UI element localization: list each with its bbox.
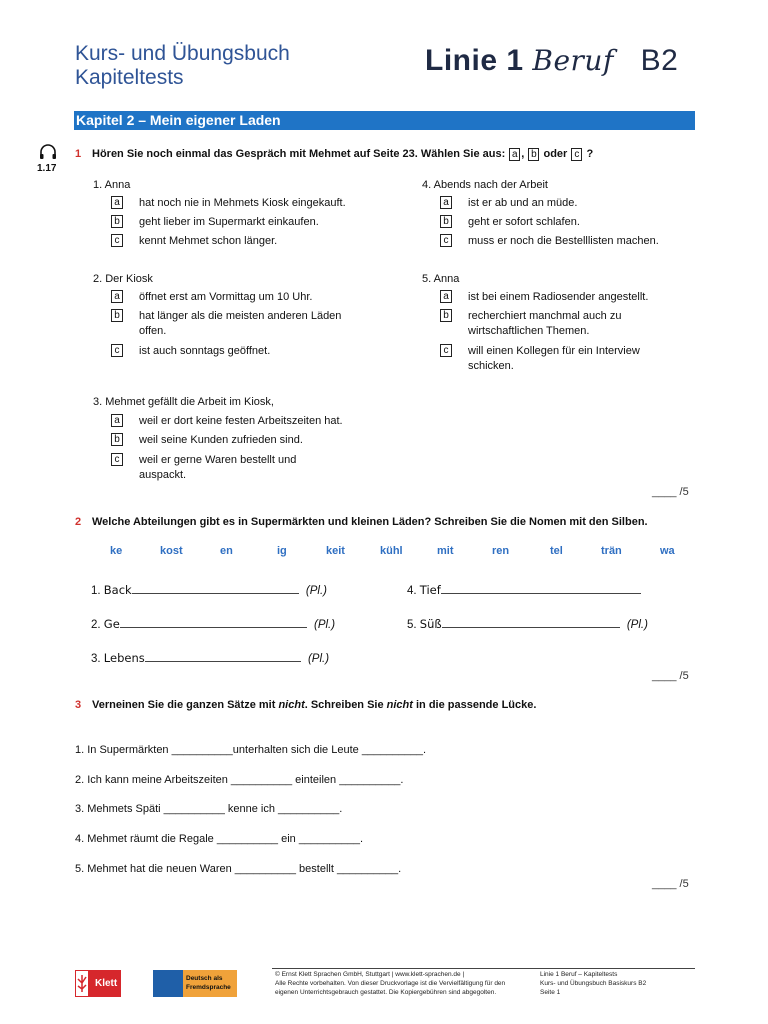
- q1-instruction: [92, 148, 593, 161]
- q3-text: in die passende Lücke.: [412, 699, 537, 711]
- plural-hint: (Pl.): [305, 585, 328, 597]
- q3-text-nicht: nicht: [278, 699, 305, 711]
- option-text: hat noch nie in Mehmets Kiosk eingekauft.: [139, 197, 346, 209]
- q3-sentence[interactable]: 3. Mehmets Späti __________ kenne ich __________.: [75, 803, 343, 815]
- option-text: öffnet erst am Vormittag um 10 Uhr.: [139, 291, 313, 303]
- option-text: weil er dort keine festen Arbeitszeiten hat.: [139, 415, 343, 427]
- option-text-cont: offen.: [139, 325, 167, 337]
- q1-opt-b: b: [528, 148, 539, 161]
- page-reference: [540, 970, 690, 997]
- reference-line: Linie 1 Beruf – Kapiteltests: [540, 971, 618, 978]
- item-number: 2.: [91, 619, 101, 631]
- page-number: Seite 1: [540, 989, 561, 996]
- q1-item-label: 2. Der Kiosk: [93, 273, 153, 285]
- daf-line1: Deutsch als: [186, 975, 223, 982]
- q2-item-2[interactable]: [91, 617, 335, 631]
- checkbox[interactable]: c: [440, 344, 452, 357]
- syllable: wa: [660, 545, 675, 557]
- daf-logo: [153, 970, 237, 997]
- footer-divider: [272, 968, 695, 969]
- header-title-line2: Kapiteltests: [75, 66, 184, 89]
- q1-item-label: 3. Mehmet gefällt die Arbeit im Kiosk,: [93, 396, 274, 408]
- answer-blank[interactable]: [442, 617, 620, 628]
- copyright-line: eigenen Unterrichtsgebrauch gestattet. Die Kopiergebühren sind abgegolten.: [275, 989, 497, 996]
- answer-blank[interactable]: [441, 583, 641, 594]
- syllable: kühl: [380, 545, 403, 557]
- q2-score: ____ /5: [652, 670, 689, 682]
- q1-item5-option-a[interactable]: [440, 290, 700, 306]
- option-text: ist er ab und an müde.: [468, 197, 578, 209]
- syllable: mit: [437, 545, 454, 557]
- q1-score: ____ /5: [652, 486, 689, 498]
- item-number: 5.: [407, 619, 417, 631]
- syllable: trän: [601, 545, 622, 557]
- option-text: ist auch sonntags geöffnet.: [139, 345, 271, 357]
- q3-text: Verneinen Sie die ganzen Sätze mit: [92, 699, 279, 711]
- q1-item1-option-c[interactable]: [111, 234, 391, 250]
- q3-sentence[interactable]: 2. Ich kann meine Arbeitszeiten __________ einteilen __________.: [75, 774, 404, 786]
- q1-item2-option-a[interactable]: [111, 290, 391, 306]
- brand-main: Linie 1: [425, 44, 524, 77]
- checkbox[interactable]: a: [440, 196, 452, 209]
- checkbox[interactable]: b: [440, 309, 452, 322]
- q2-item-3[interactable]: [91, 651, 329, 665]
- answer-blank[interactable]: [120, 617, 307, 628]
- q1-item3-option-b[interactable]: [111, 433, 391, 449]
- q1-item3-option-a[interactable]: [111, 414, 391, 430]
- syllable: kost: [160, 545, 183, 557]
- q2-item-4[interactable]: [407, 583, 641, 597]
- checkbox[interactable]: c: [111, 234, 123, 247]
- brand-italic: Beruf: [532, 44, 614, 77]
- q1-item4-option-b[interactable]: [440, 215, 700, 231]
- q1-item-label: 5. Anna: [422, 273, 460, 285]
- q3-text-nicht: nicht: [386, 699, 413, 711]
- word-stem: Süß: [419, 617, 442, 631]
- q1-item4-option-a[interactable]: [440, 196, 700, 212]
- q2-item-1[interactable]: [91, 583, 327, 597]
- copyright-line: Alle Rechte vorbehalten. Von dieser Druckvorlage ist die Vervielfältigung für den: [275, 980, 506, 987]
- option-text: weil seine Kunden zufrieden sind.: [139, 434, 303, 446]
- chapter-title: Kapitel 2 – Mein eigener Laden: [76, 112, 281, 128]
- q1-number: 1: [75, 148, 82, 160]
- q2-number: 2: [75, 516, 82, 528]
- q1-end: ?: [586, 148, 594, 160]
- syllable: tel: [550, 545, 563, 557]
- q1-item1-option-a[interactable]: [111, 196, 391, 212]
- option-text: ist bei einem Radiosender angestellt.: [468, 291, 649, 303]
- klett-logo: [75, 970, 121, 997]
- option-text: hat länger als die meisten anderen Läden: [139, 310, 342, 322]
- copyright-line: © Ernst Klett Sprachen GmbH, Stuttgart | www.klett-sprachen.de |: [275, 971, 465, 978]
- q1-sep: ,: [521, 148, 525, 160]
- checkbox[interactable]: b: [111, 215, 123, 228]
- option-text: kennt Mehmet schon länger.: [139, 235, 278, 247]
- checkbox[interactable]: a: [111, 414, 123, 427]
- q1-item-label: 4. Abends nach der Arbeit: [422, 179, 548, 191]
- brand-level: B2: [640, 44, 679, 77]
- q3-sentence[interactable]: 4. Mehmet räumt die Regale __________ ein __________.: [75, 833, 364, 845]
- checkbox[interactable]: b: [111, 433, 123, 446]
- syllable: ig: [277, 545, 287, 557]
- audio-track: 1.17: [37, 163, 57, 174]
- q2-instruction: Welche Abteilungen gibt es in Supermärkten und kleinen Läden? Schreiben Sie die Nomen mit den Silben.: [92, 516, 648, 528]
- option-text-cont: wirtschaftlichen Themen.: [468, 325, 590, 337]
- reference-line: Kurs- und Übungsbuch Basiskurs B2: [540, 980, 647, 987]
- q3-instruction: [92, 699, 536, 711]
- answer-blank[interactable]: [132, 583, 299, 594]
- q3-score: ____ /5: [652, 878, 689, 890]
- item-number: 4.: [407, 585, 417, 597]
- q3-sentence[interactable]: 5. Mehmet hat die neuen Waren __________ bestellt __________.: [75, 863, 402, 875]
- header-title: [75, 42, 290, 90]
- syllable: ke: [110, 545, 123, 557]
- q1-text: Hören Sie noch einmal das Gespräch mit Mehmet auf Seite 23. Wählen Sie aus:: [92, 148, 506, 160]
- checkbox[interactable]: a: [111, 290, 123, 303]
- klett-mark-icon: [75, 970, 89, 997]
- option-text-cont: schicken.: [468, 360, 514, 372]
- q1-item2-option-b[interactable]: [111, 309, 391, 341]
- q3-number: 3: [75, 699, 82, 711]
- option-text: recherchiert manchmal auch zu: [468, 310, 622, 322]
- word-stem: Back: [103, 583, 132, 597]
- daf-line2: Fremdsprache: [186, 984, 231, 991]
- q1-item2-option-c[interactable]: [111, 344, 391, 360]
- q1-item1-option-b[interactable]: [111, 215, 391, 231]
- checkbox[interactable]: c: [440, 234, 452, 247]
- header-title-line1: Kurs- und Übungsbuch: [75, 42, 290, 65]
- option-text: weil er gerne Waren bestellt und: [139, 454, 297, 466]
- q2-item-5[interactable]: [407, 617, 648, 631]
- q3-text: . Schreiben Sie: [304, 699, 387, 711]
- checkbox[interactable]: a: [111, 196, 123, 209]
- option-text: geht er sofort schlafen.: [468, 216, 580, 228]
- q1-opt-c: c: [571, 148, 582, 161]
- q3-sentence[interactable]: 1. In Supermärkten __________unterhalten sich die Leute __________.: [75, 744, 427, 756]
- item-number: 3.: [91, 653, 101, 665]
- syllable: en: [220, 545, 233, 557]
- checkbox[interactable]: a: [440, 290, 452, 303]
- word-stem: Ge: [103, 617, 120, 631]
- daf-label: [183, 970, 237, 997]
- klett-label: Klett: [95, 978, 118, 989]
- q1-item5-option-c[interactable]: [440, 344, 700, 376]
- option-text: will einen Kollegen für ein Interview: [468, 345, 640, 357]
- q1-item5-option-b[interactable]: [440, 309, 700, 341]
- checkbox[interactable]: c: [111, 344, 123, 357]
- plural-hint: (Pl.): [626, 619, 648, 631]
- option-text-cont: auspackt.: [139, 469, 187, 481]
- q1-item-label: 1. Anna: [93, 179, 131, 191]
- plural-hint: (Pl.): [307, 653, 330, 665]
- plural-hint: (Pl.): [314, 619, 336, 631]
- syllable-row: [100, 545, 690, 559]
- option-text: geht lieber im Supermarkt einkaufen.: [139, 216, 319, 228]
- syllable: keit: [326, 545, 345, 557]
- q1-opt-a: a: [509, 148, 520, 161]
- item-number: 1.: [91, 585, 101, 597]
- checkbox[interactable]: b: [111, 309, 123, 322]
- copyright: [275, 970, 535, 997]
- word-stem: Lebens: [103, 651, 145, 665]
- checkbox[interactable]: b: [440, 215, 452, 228]
- q1-oder: oder: [543, 148, 568, 160]
- checkbox[interactable]: c: [111, 453, 123, 466]
- q1-item4-option-c[interactable]: [440, 234, 700, 250]
- syllable: ren: [492, 545, 510, 557]
- option-text: muss er noch die Bestelllisten machen.: [468, 235, 659, 247]
- q1-item3-option-c[interactable]: [111, 453, 391, 485]
- headphones-icon[interactable]: [38, 144, 58, 160]
- answer-blank[interactable]: [145, 651, 301, 662]
- brand-logo: [425, 44, 678, 78]
- word-stem: Tief: [419, 583, 441, 597]
